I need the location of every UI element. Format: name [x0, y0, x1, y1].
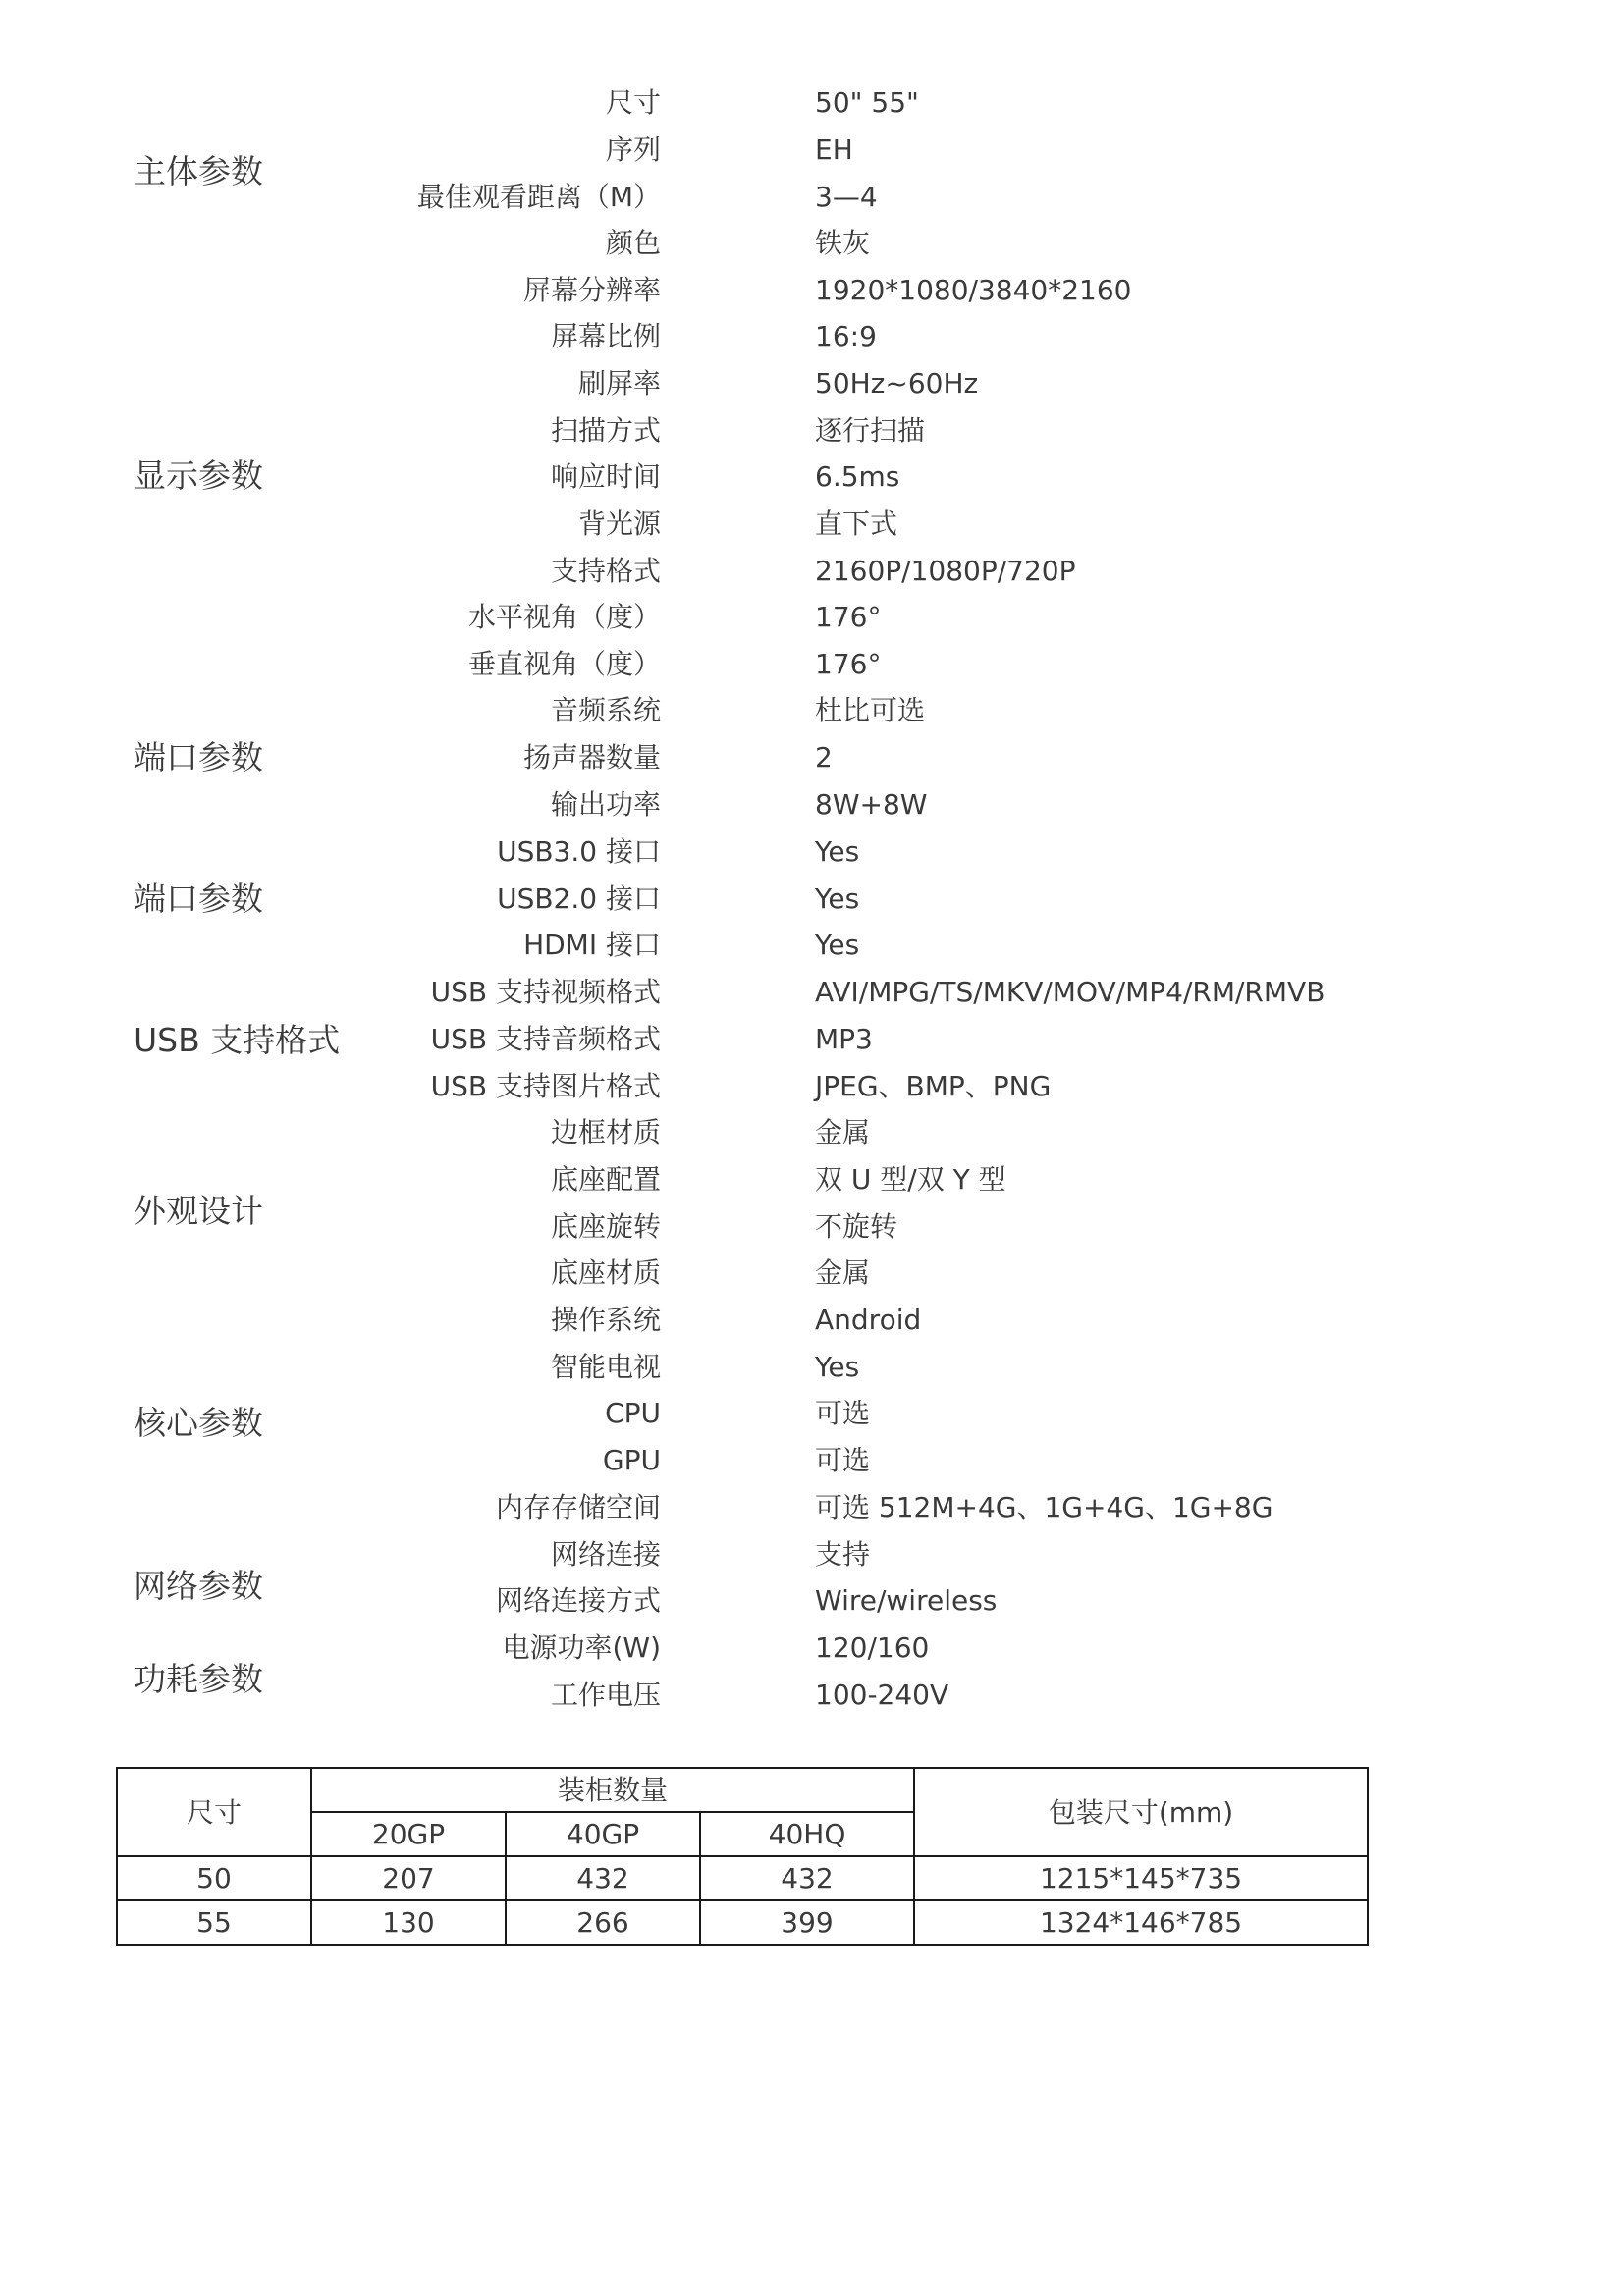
- spec-row: [0, 1160, 1624, 1200]
- spec-value: 铁灰: [815, 227, 871, 259]
- spec-value: 3—4: [815, 181, 878, 213]
- spec-value: Wire/wireless: [815, 1584, 998, 1617]
- spec-row: [0, 411, 1624, 451]
- spec-param: 电源功率(W): [502, 1631, 661, 1664]
- spec-row: [0, 832, 1624, 872]
- group-label-audio: 端口参数: [134, 738, 263, 776]
- spec-value: 可选 512M+4G、1G+4G、1G+8G: [815, 1491, 1273, 1523]
- spec-value: 金属: [815, 1256, 871, 1289]
- spec-row: [0, 271, 1624, 310]
- table-cell-size: 55: [117, 1900, 311, 1945]
- spec-value: 8W+8W: [815, 788, 928, 821]
- spec-param: 垂直视角（度）: [467, 648, 661, 680]
- spec-row: [0, 598, 1624, 637]
- group-label-display: 显示参数: [134, 456, 263, 495]
- spec-value: 2160P/1080P/720P: [815, 555, 1076, 587]
- spec-value: MP3: [815, 1023, 873, 1055]
- spec-row: [0, 1535, 1624, 1575]
- spec-value: JPEG、BMP、PNG: [815, 1070, 1052, 1102]
- group-label-ports: 端口参数: [134, 880, 263, 918]
- spec-value: 16:9: [815, 320, 877, 352]
- spec-param: 输出功率: [550, 788, 661, 821]
- spec-param: 网络连接: [550, 1538, 661, 1571]
- table-row: [117, 1900, 1368, 1945]
- spec-value: 直下式: [815, 507, 898, 540]
- spec-value: AVI/MPG/TS/MKV/MOV/MP4/RM/RMVB: [815, 976, 1326, 1008]
- spec-param: CPU: [605, 1397, 661, 1429]
- spec-param: 扬声器数量: [522, 741, 661, 774]
- spec-param: USB 支持视频格式: [430, 976, 661, 1008]
- spec-row: [0, 1254, 1624, 1293]
- spec-param: 响应时间: [550, 460, 661, 493]
- spec-row: [0, 1207, 1624, 1247]
- spec-value: EH: [815, 133, 853, 166]
- spec-value: 不旋转: [815, 1210, 898, 1243]
- package-header: 包装尺寸(mm): [914, 1768, 1368, 1856]
- spec-row: [0, 1441, 1624, 1480]
- spec-param: 尺寸: [605, 86, 661, 119]
- spec-row: [0, 645, 1624, 684]
- group-label-core: 核心参数: [134, 1404, 263, 1442]
- spec-row: [0, 1348, 1624, 1387]
- spec-row: [0, 785, 1624, 825]
- spec-value: 杜比可选: [815, 694, 926, 726]
- spec-param: 序列: [605, 133, 661, 166]
- spec-row: [0, 880, 1624, 919]
- spec-param: 网络连接方式: [495, 1584, 661, 1617]
- spec-row: [0, 1676, 1624, 1715]
- spec-param: 音频系统: [550, 694, 661, 726]
- spec-value: 120/160: [815, 1631, 930, 1664]
- group-label-network: 网络参数: [134, 1567, 263, 1605]
- spec-param: 屏幕比例: [550, 320, 661, 352]
- spec-value: 176°: [815, 601, 882, 633]
- packing-table: [116, 1767, 1369, 1946]
- spec-value: 可选: [815, 1444, 871, 1476]
- spec-value: Yes: [815, 929, 860, 961]
- spec-row: [0, 691, 1624, 730]
- table-cell-40hq: 432: [700, 1856, 914, 1900]
- spec-param: USB 支持音频格式: [430, 1023, 661, 1055]
- group-label-power: 功耗参数: [134, 1660, 263, 1698]
- spec-value: 1920*1080/3840*2160: [815, 274, 1132, 306]
- table-cell-40gp: 432: [506, 1856, 700, 1900]
- spec-row: [0, 83, 1624, 123]
- spec-value: 176°: [815, 648, 882, 680]
- table-cell-package: 1215*145*735: [914, 1856, 1368, 1900]
- spec-param: 支持格式: [550, 555, 661, 587]
- table-cell-40hq: 399: [700, 1900, 914, 1945]
- table-cell-40gp: 266: [506, 1900, 700, 1945]
- spec-row: [0, 224, 1624, 263]
- spec-value: Yes: [815, 1351, 860, 1383]
- table-header-row: [117, 1768, 1368, 1812]
- table-cell-20gp: 207: [311, 1856, 506, 1900]
- spec-param: 工作电压: [550, 1679, 661, 1711]
- spec-param: 内存存储空间: [495, 1491, 661, 1523]
- spec-value: 双 U 型/双 Y 型: [815, 1163, 1006, 1196]
- spec-row: [0, 364, 1624, 403]
- spec-param: 智能电视: [550, 1351, 661, 1383]
- spec-row: [0, 926, 1624, 965]
- spec-param: 底座配置: [550, 1163, 661, 1196]
- group-label-usb: USB 支持格式: [134, 1021, 341, 1059]
- spec-row: [0, 457, 1624, 497]
- spec-param: 操作系统: [550, 1304, 661, 1336]
- spec-value: 6.5ms: [815, 460, 900, 493]
- table-row: [117, 1856, 1368, 1900]
- container-type-20gp: 20GP: [311, 1812, 506, 1856]
- spec-param: USB2.0 接口: [497, 882, 661, 915]
- spec-row: [0, 973, 1624, 1012]
- spec-value: 100-240V: [815, 1679, 949, 1711]
- group-label-appearance: 外观设计: [134, 1192, 263, 1230]
- spec-row: [0, 317, 1624, 356]
- spec-value: 50" 55": [815, 86, 919, 119]
- spec-param: GPU: [602, 1444, 661, 1476]
- spec-param: HDMI 接口: [523, 929, 661, 961]
- spec-value: Yes: [815, 835, 860, 868]
- table-cell-size: 50: [117, 1856, 311, 1900]
- spec-row: [0, 1581, 1624, 1621]
- group-label-main: 主体参数: [134, 152, 263, 190]
- spec-row: [0, 505, 1624, 544]
- spec-value: 2: [815, 741, 833, 774]
- size-header: 尺寸: [117, 1768, 311, 1856]
- spec-value: 金属: [815, 1116, 871, 1148]
- spec-param: 底座材质: [550, 1256, 661, 1289]
- spec-row: [0, 552, 1624, 591]
- spec-row: [0, 738, 1624, 777]
- spec-row: [0, 1488, 1624, 1527]
- spec-row: [0, 131, 1624, 170]
- spec-param: 底座旋转: [550, 1210, 661, 1243]
- table-cell-20gp: 130: [311, 1900, 506, 1945]
- spec-row: [0, 1629, 1624, 1668]
- spec-row: [0, 178, 1624, 217]
- container-type-40gp: 40GP: [506, 1812, 700, 1856]
- spec-value: 50Hz~60Hz: [815, 367, 979, 400]
- spec-value: 逐行扫描: [815, 414, 926, 447]
- spec-row: [0, 1394, 1624, 1433]
- spec-param: 颜色: [605, 227, 661, 259]
- spec-param: 最佳观看距离（M）: [416, 181, 661, 213]
- spec-param: USB 支持图片格式: [430, 1070, 661, 1102]
- spec-param: 边框材质: [550, 1116, 661, 1148]
- table-cell-package: 1324*146*785: [914, 1900, 1368, 1945]
- spec-row: [0, 1301, 1624, 1340]
- spec-value: Yes: [815, 882, 860, 915]
- spec-value: Android: [815, 1304, 922, 1336]
- spec-param: USB3.0 接口: [497, 835, 661, 868]
- spec-param: 水平视角（度）: [467, 601, 661, 633]
- spec-param: 屏幕分辨率: [522, 274, 661, 306]
- spec-row: [0, 1067, 1624, 1106]
- spec-row: [0, 1113, 1624, 1152]
- spec-param: 背光源: [577, 507, 661, 540]
- spec-param: 扫描方式: [550, 414, 661, 447]
- container-type-40hq: 40HQ: [700, 1812, 914, 1856]
- spec-row: [0, 1020, 1624, 1059]
- spec-param: 刷屏率: [577, 367, 661, 400]
- spec-value: 支持: [815, 1538, 871, 1571]
- container-header: 装柜数量: [311, 1768, 914, 1812]
- spec-value: 可选: [815, 1397, 871, 1429]
